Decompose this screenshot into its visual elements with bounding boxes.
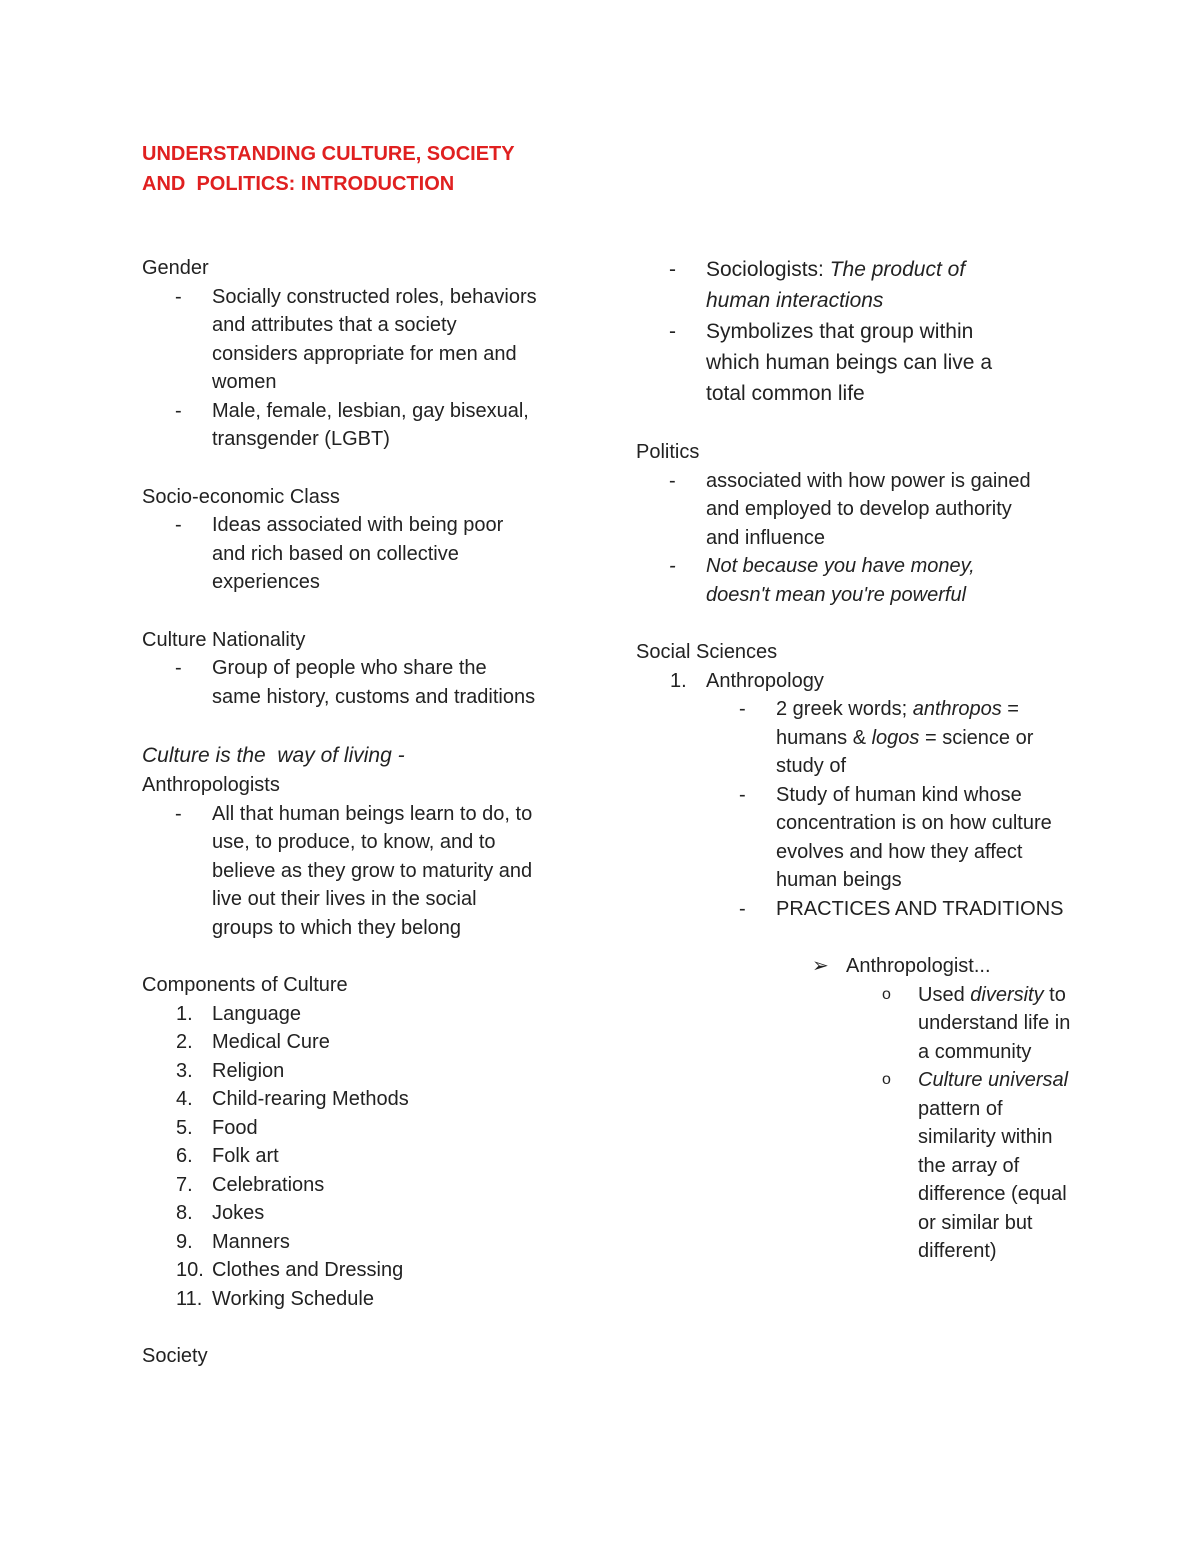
list-item	[636, 781, 1076, 895]
list-text: Religion	[212, 1059, 285, 1082]
text-run: = science	[919, 726, 1011, 749]
list-text: and influence	[706, 526, 825, 549]
list-text: culture evolves and how	[776, 812, 1052, 863]
list-text: similar but	[941, 1211, 1033, 1234]
list-text: TRADITIONS	[942, 897, 1064, 920]
number-marker: 1.	[670, 669, 687, 692]
list-text: All that human beings learn to do, to	[212, 802, 533, 825]
number-marker: 1.	[176, 1002, 193, 1025]
list-text: which human beings can live a	[706, 351, 993, 374]
list-item	[636, 467, 1076, 553]
list-text: and employed to develop authority	[706, 498, 1012, 520]
list-item	[142, 1085, 582, 1114]
list-text: considers appropriate for men and	[212, 342, 517, 365]
dash-bullet: -	[739, 897, 746, 920]
text-run: Sociologists:	[706, 258, 830, 281]
title-line-2: AND POLITICS: INTRODUCTION	[142, 173, 455, 195]
list-text: Working Schedule	[212, 1287, 374, 1310]
number-marker: 3.	[176, 1059, 193, 1082]
number-marker: 2.	[176, 1031, 193, 1053]
list-item	[142, 1228, 582, 1257]
list-text: array of	[951, 1154, 1020, 1177]
list-text: Culture	[918, 1069, 983, 1091]
list-item	[142, 511, 582, 597]
dash-bullet: -	[739, 783, 746, 806]
list-text: different)	[918, 1240, 997, 1262]
list-item	[142, 1256, 582, 1285]
list-text: women	[212, 371, 277, 393]
list-text: Symbolizes that group within	[706, 320, 974, 343]
list-item	[142, 1114, 582, 1143]
components-heading: Components of Culture	[142, 974, 348, 996]
culture-nationality-heading: Culture Nationality	[142, 628, 306, 651]
list-item	[636, 952, 1076, 981]
list-text: Male, female, lesbian, gay bisexual,	[212, 399, 529, 422]
components-list	[142, 1000, 582, 1314]
list-text: within the	[918, 1126, 1053, 1177]
list-text: and rich based on collective	[212, 542, 459, 565]
list-text: Child-rearing Methods	[212, 1088, 409, 1110]
list-text: believe as they grow to maturity and	[212, 859, 533, 882]
list-item	[142, 1199, 582, 1228]
list-text: they affect human beings	[776, 840, 1023, 891]
number-marker: 11.	[176, 1287, 203, 1310]
text-run: 2 greek words;	[776, 698, 913, 720]
politics-heading: Politics	[636, 441, 700, 463]
list-text	[918, 984, 1044, 1006]
list-item	[636, 316, 1076, 409]
list-text: universal	[988, 1069, 1069, 1091]
number-marker: 5.	[176, 1116, 193, 1139]
list-text: groups to which they belong	[212, 916, 462, 939]
social-sciences-heading: Social Sciences	[636, 641, 778, 663]
dash-bullet: -	[739, 698, 746, 720]
list-item	[142, 800, 582, 943]
list-text: doesn't mean you're powerful	[706, 583, 967, 606]
italic-run: logos	[871, 726, 920, 749]
list-item	[142, 283, 582, 397]
list-text: Not because you have money,	[706, 555, 975, 577]
left-column	[142, 254, 582, 1371]
number-marker: 9.	[176, 1230, 193, 1253]
list-text: Language	[212, 1002, 301, 1025]
dash-bullet: -	[175, 285, 182, 308]
dash-bullet: -	[669, 320, 676, 343]
list-item	[636, 254, 1076, 316]
list-text	[776, 727, 1010, 749]
number-marker: 8.	[176, 1202, 193, 1224]
gender-heading: Gender	[142, 257, 209, 279]
dash-bullet: -	[175, 657, 182, 679]
number-marker: 10.	[176, 1259, 204, 1281]
list-text: Socially constructed roles, behaviors	[212, 285, 537, 308]
right-column	[636, 254, 1076, 1266]
list-text: or study of	[776, 726, 1034, 777]
list-text: human interactions	[706, 289, 884, 312]
dash-bullet: -	[175, 514, 182, 536]
number-marker: 4.	[176, 1088, 193, 1110]
list-item	[142, 1285, 582, 1314]
list-text: same history, customs and traditions	[212, 685, 536, 708]
list-text: use, to produce, to know, and to	[212, 831, 496, 853]
dash-bullet: -	[669, 555, 676, 577]
title-line-1: UNDERSTANDING CULTURE, SOCIETY	[142, 143, 515, 165]
number-marker: 6.	[176, 1145, 193, 1167]
list-item	[636, 552, 1076, 609]
list-text: transgender (LGBT)	[212, 428, 390, 450]
list-text: Jokes	[212, 1202, 265, 1224]
list-text	[776, 698, 1019, 720]
dash-bullet: -	[175, 399, 182, 422]
list-item	[142, 397, 582, 454]
list-text: community	[934, 1040, 1032, 1063]
list-text: Food	[212, 1116, 258, 1139]
list-text: associated with how power is gained	[706, 469, 1031, 492]
italic-run: The product of	[829, 258, 966, 281]
list-text: Manners	[212, 1230, 290, 1253]
document-title	[142, 139, 582, 199]
list-item	[142, 1142, 582, 1171]
list-item	[142, 1028, 582, 1057]
list-text: Ideas associated with being poor	[212, 514, 504, 536]
list-item	[142, 1000, 582, 1029]
italic-run: anthropos	[912, 698, 1002, 720]
circle-bullet-icon: o	[882, 1071, 891, 1088]
list-text: Study of human kind whose	[776, 783, 1022, 806]
list-text: total common life	[706, 382, 865, 405]
list-item	[142, 654, 582, 711]
list-item	[636, 895, 1076, 924]
list-item	[636, 667, 1076, 696]
list-item	[142, 1171, 582, 1200]
dash-bullet: -	[669, 258, 676, 281]
list-text: PRACTICES AND	[776, 897, 938, 920]
circle-bullet-icon: o	[882, 985, 891, 1003]
list-text: and attributes that a society	[212, 314, 457, 336]
list-text: Group of people who share the	[212, 657, 487, 679]
text-run: =	[1001, 698, 1019, 720]
list-text: Clothes and Dressing	[212, 1259, 404, 1281]
number-marker: 7.	[176, 1173, 193, 1196]
list-item	[636, 981, 1076, 1067]
list-text: concentration is on how	[776, 812, 987, 834]
list-text: (equal or	[918, 1183, 1067, 1234]
list-text: life in a	[918, 1012, 1071, 1063]
list-item	[142, 1057, 582, 1086]
society-heading: Society	[142, 1345, 208, 1367]
list-text: Medical Cure	[212, 1031, 330, 1053]
list-text: to understand	[918, 983, 1066, 1034]
list-text: similarity	[918, 1126, 996, 1148]
list-text: Celebrations	[212, 1173, 325, 1196]
italic-run: diversity	[970, 983, 1044, 1006]
list-item	[636, 1066, 1076, 1266]
list-text: pattern of	[918, 1097, 1003, 1120]
list-text: Anthropology	[706, 669, 824, 692]
dash-bullet: -	[175, 802, 182, 825]
list-text	[706, 254, 1076, 285]
arrow-bullet-icon: ➢	[812, 955, 829, 977]
list-item	[636, 695, 1076, 781]
list-text: experiences	[212, 571, 320, 593]
list-text: live out their lives in the social	[212, 888, 477, 910]
text-run: humans &	[776, 726, 872, 749]
culture-way-heading: Culture is the way of living -	[142, 744, 405, 767]
anthropologists-subheading: Anthropologists	[142, 774, 280, 796]
text-run: Used	[918, 983, 971, 1006]
dash-bullet: -	[669, 469, 676, 492]
list-text: Anthropologist...	[846, 955, 991, 977]
list-text: Folk art	[212, 1145, 279, 1167]
list-text: difference	[918, 1183, 1006, 1205]
socio-economic-heading: Socio-economic Class	[142, 485, 340, 508]
